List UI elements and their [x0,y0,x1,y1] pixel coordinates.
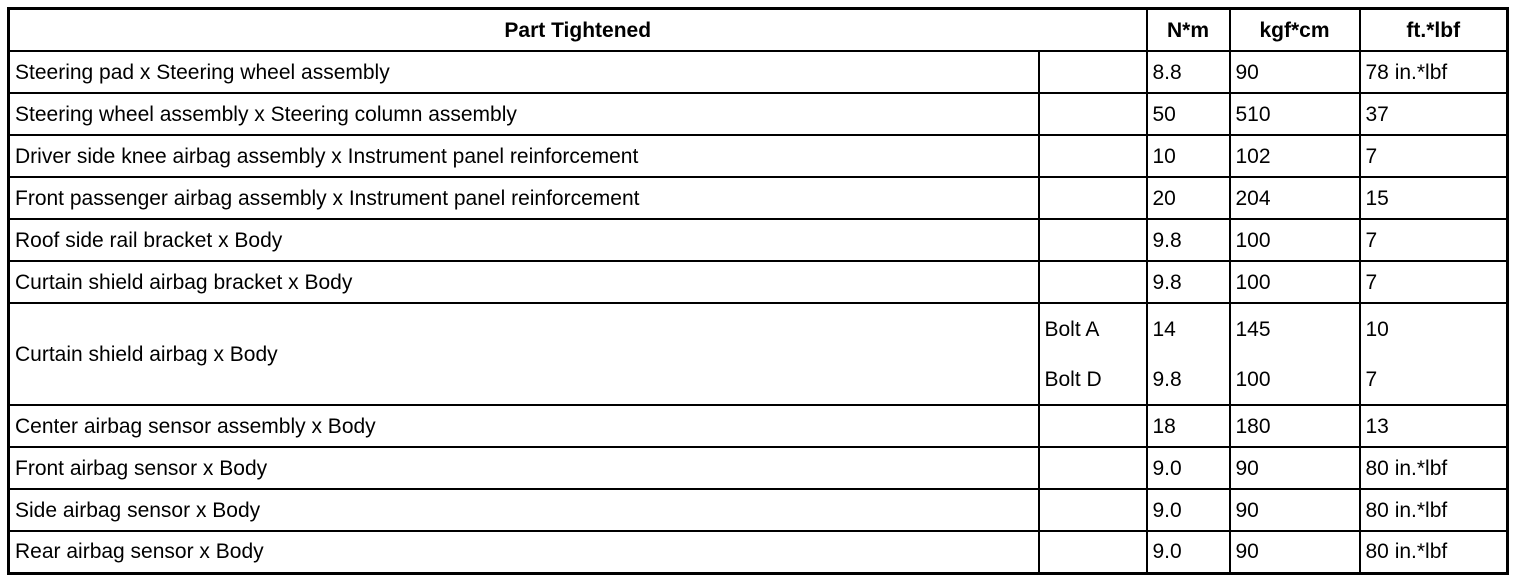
part-cell: Front airbag sensor x Body [9,447,1039,489]
nm-cell: 8.8 [1147,51,1230,93]
ft-cell: 37 [1360,93,1508,135]
kgf-cell: 102 [1230,135,1360,177]
bolt-cell [1039,261,1147,303]
table-row [9,447,1508,489]
bolt-cell [1039,303,1147,405]
bolt-cell [1039,489,1147,531]
part-cell: Steering wheel assembly x Steering column assembly [9,93,1039,135]
part-cell: Side airbag sensor x Body [9,489,1039,531]
part-cell: Steering pad x Steering wheel assembly [9,51,1039,93]
nm-cell: 9.0 [1147,447,1230,489]
nm-cell: 9.8 [1147,219,1230,261]
part-cell: Front passenger airbag assembly x Instrument panel reinforcement [9,177,1039,219]
ft-value: 10 [1365,317,1389,341]
kgf-cell: 90 [1230,51,1360,93]
table-row [9,93,1508,135]
header-part-tightened: Part Tightened [9,9,1147,52]
torque-spec-table [7,7,1509,575]
kgf-cell: 100 [1230,261,1360,303]
kgf-cell [1230,303,1360,405]
kgf-cell: 90 [1230,489,1360,531]
bolt-cell [1039,405,1147,447]
table-row [9,219,1508,261]
kgf-value: 145 [1235,317,1271,341]
ft-cell: 80 in.*lbf [1360,447,1508,489]
nm-cell: 50 [1147,93,1230,135]
nm-cell: 9.0 [1147,531,1230,573]
table-row [9,177,1508,219]
table-row [9,531,1508,573]
nm-cell: 20 [1147,177,1230,219]
table-row [9,261,1508,303]
table-row [9,135,1508,177]
nm-cell: 18 [1147,405,1230,447]
ft-cell: 80 in.*lbf [1360,531,1508,573]
bolt-cell [1039,531,1147,573]
nm-cell [1147,303,1230,405]
kgf-cell: 100 [1230,219,1360,261]
kgf-cell: 180 [1230,405,1360,447]
part-cell: Rear airbag sensor x Body [9,531,1039,573]
ft-cell: 7 [1360,261,1508,303]
part-cell: Roof side rail bracket x Body [9,219,1039,261]
ft-cell: 15 [1360,177,1508,219]
part-cell: Center airbag sensor assembly x Body [9,405,1039,447]
table-header-row [9,9,1508,52]
ft-cell: 7 [1360,135,1508,177]
table-row [9,489,1508,531]
part-cell: Curtain shield airbag x Body [9,303,1039,405]
header-kgf-cm: kgf*cm [1230,9,1360,52]
ft-cell: 78 in.*lbf [1360,51,1508,93]
part-cell: Curtain shield airbag bracket x Body [9,261,1039,303]
header-nm: N*m [1147,9,1230,52]
ft-cell: 80 in.*lbf [1360,489,1508,531]
kgf-cell: 510 [1230,93,1360,135]
ft-cell: 13 [1360,405,1508,447]
nm-value: 9.8 [1152,367,1182,391]
ft-cell: 7 [1360,219,1508,261]
kgf-cell: 90 [1230,447,1360,489]
table-row [9,405,1508,447]
nm-cell: 9.0 [1147,489,1230,531]
kgf-cell: 90 [1230,531,1360,573]
ft-cell [1360,303,1508,405]
bolt-cell [1039,219,1147,261]
bolt-label: Bolt A [1044,317,1100,341]
table-row [9,303,1508,405]
nm-value: 14 [1152,317,1176,341]
nm-cell: 10 [1147,135,1230,177]
nm-cell: 9.8 [1147,261,1230,303]
kgf-value: 100 [1235,367,1271,391]
header-ft-lbf: ft.*lbf [1360,9,1508,52]
part-cell: Driver side knee airbag assembly x Instrument panel reinforcement [9,135,1039,177]
table-row [9,51,1508,93]
bolt-cell [1039,51,1147,93]
bolt-cell [1039,447,1147,489]
bolt-cell [1039,177,1147,219]
kgf-cell: 204 [1230,177,1360,219]
bolt-label: Bolt D [1044,367,1102,391]
bolt-cell [1039,93,1147,135]
bolt-cell [1039,135,1147,177]
ft-value: 7 [1365,367,1378,391]
